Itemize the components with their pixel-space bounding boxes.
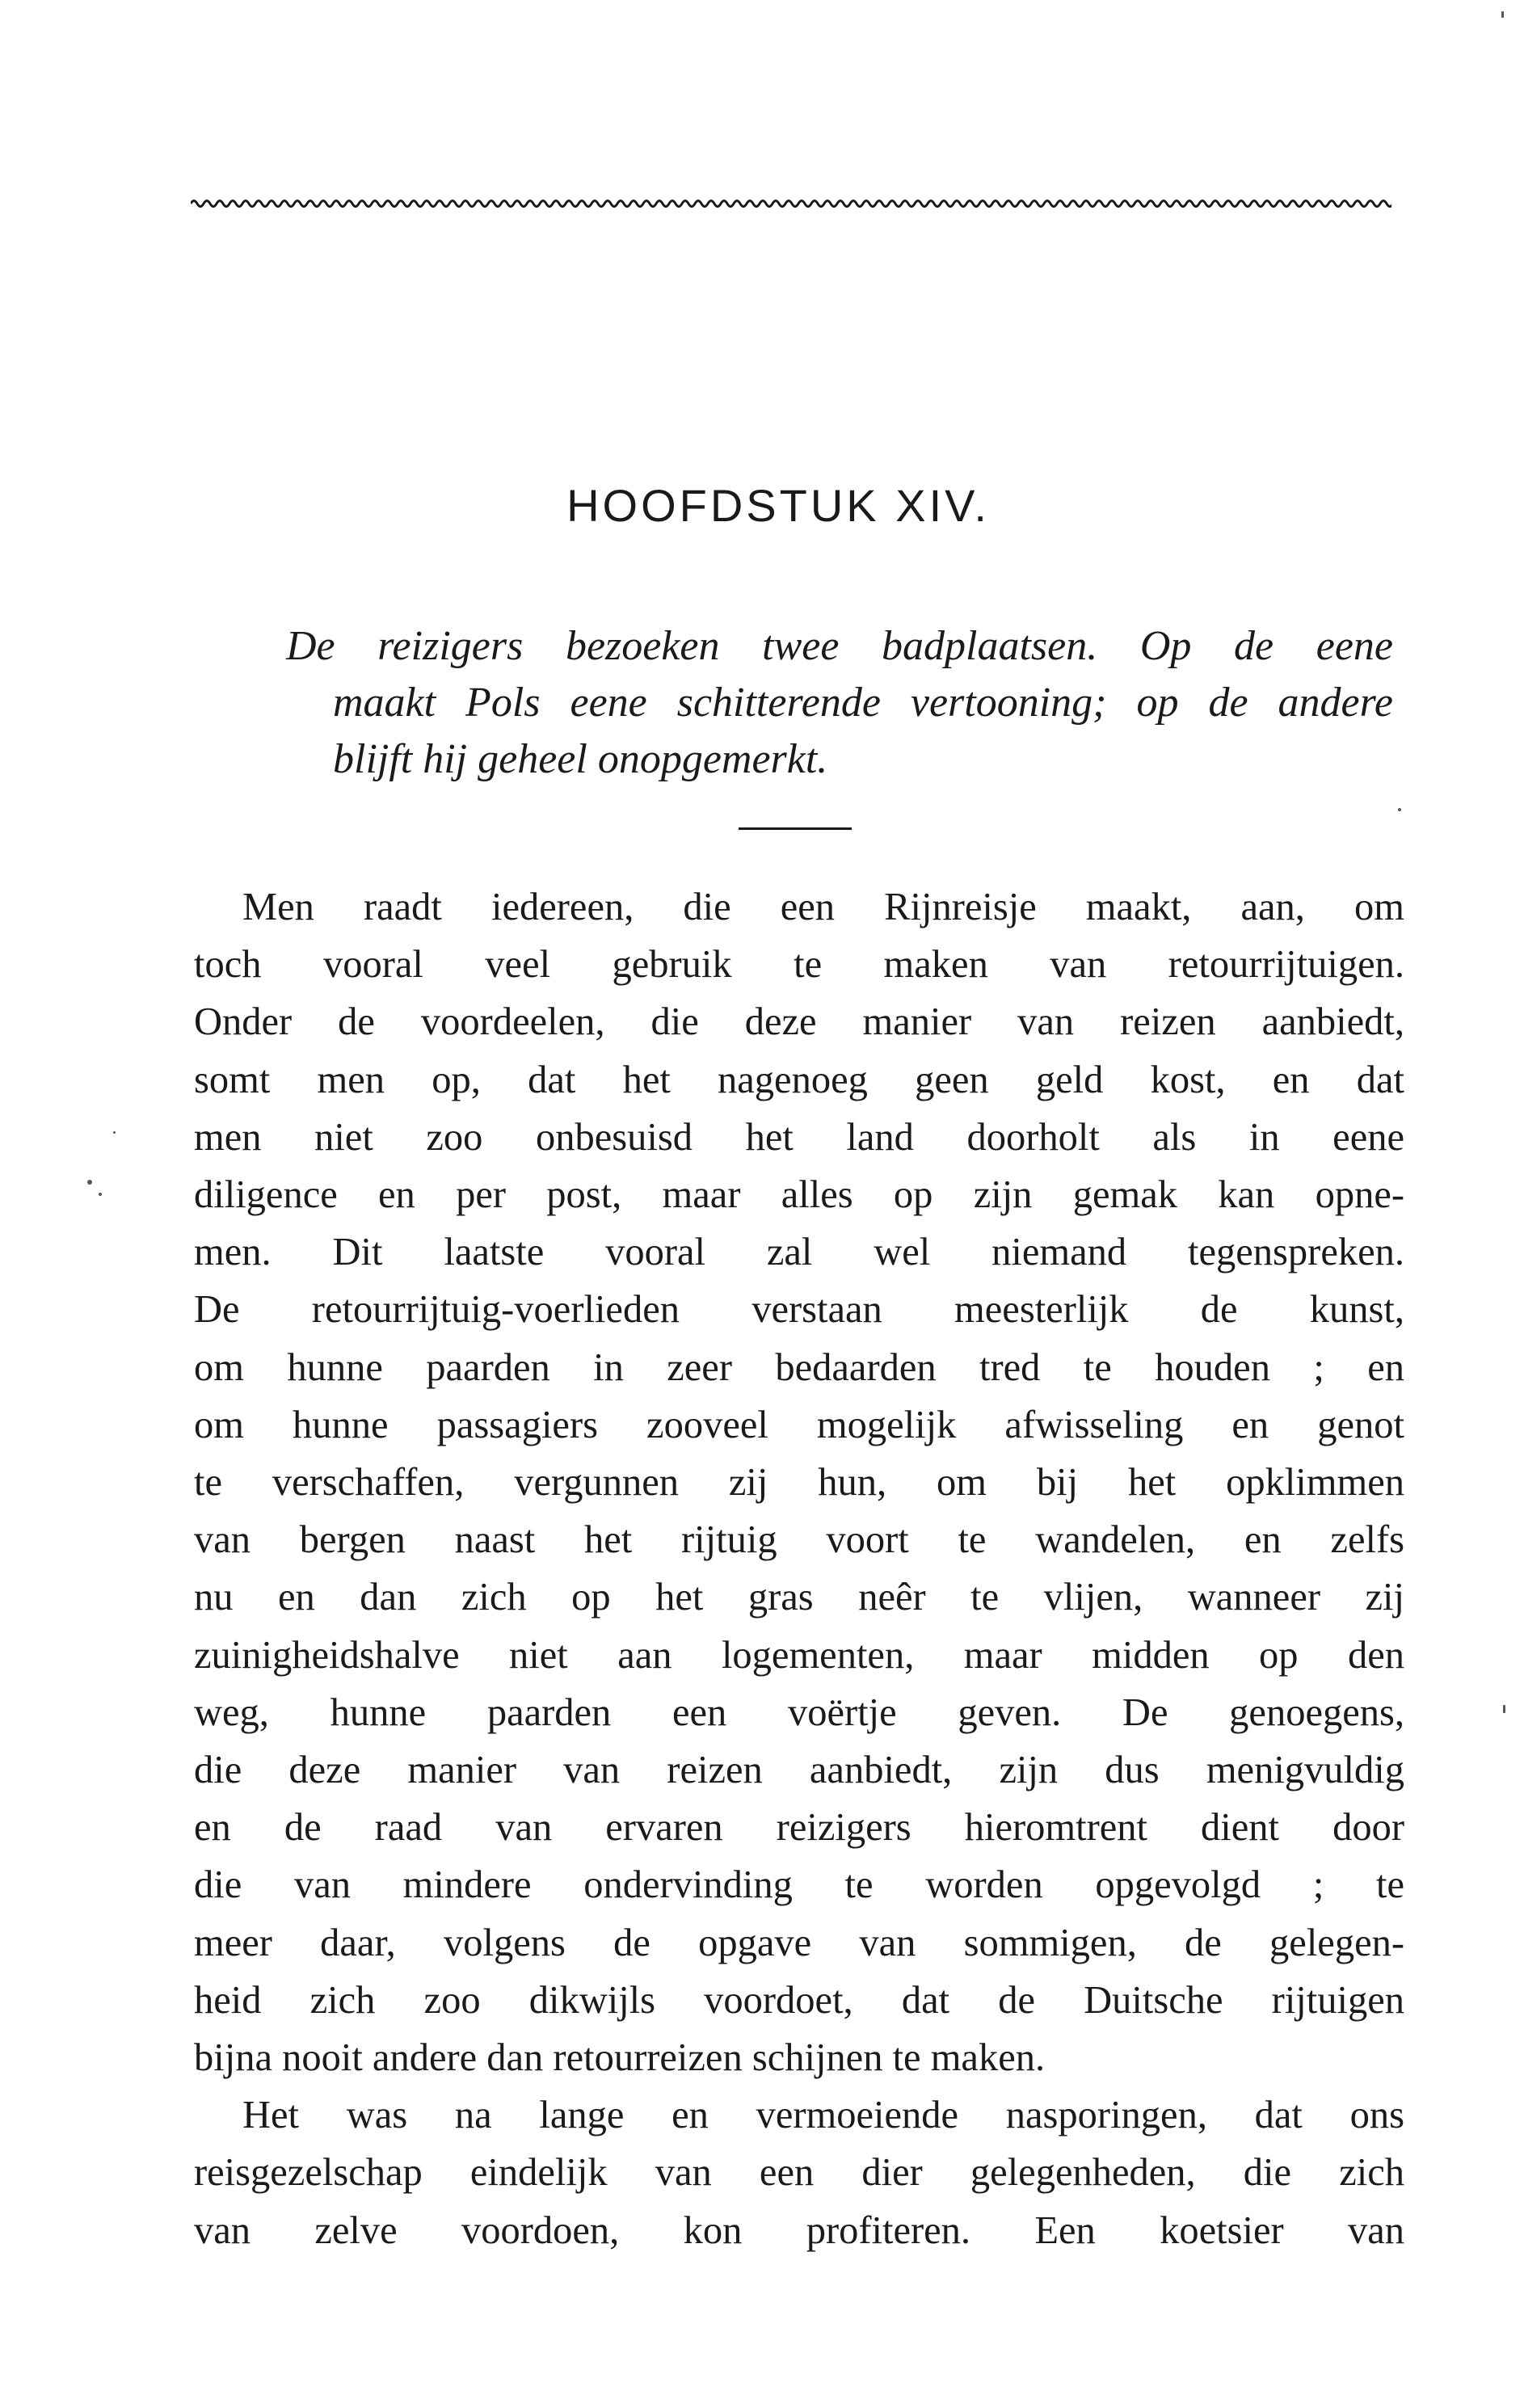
- text-line: Het was na lange en vermoeiende nasporingen, dat ons: [242, 2094, 1404, 2137]
- text-line: reisgezelschap eindelijk van een dier gelegenheden, die zich: [194, 2151, 1404, 2195]
- text-line: weg, hunne paarden een voërtje geven. De genoegens,: [194, 1690, 1404, 1734]
- chapter-heading: HOOFDSTUK XIV.: [566, 480, 990, 531]
- section-divider: [739, 827, 852, 830]
- text-line: heid zich zoo dikwijls voordoet, dat de Duitsche rijtuigen: [194, 1978, 1404, 2022]
- summary-line: blijft hij geheel onopgemerkt.: [333, 736, 828, 782]
- text-line: om hunne paarden in zeer bedaarden tred te houden ; en: [194, 1345, 1404, 1389]
- text-line: van zelve voordoen, kon profiteren. Een koetsier van: [194, 2208, 1404, 2252]
- text-line: nu en dan zich op het gras neêr te vlijen, wanneer zij: [194, 1576, 1404, 1619]
- text-line: men. Dit laatste vooral zal wel niemand tegenspreken.: [194, 1231, 1404, 1274]
- text-line: van bergen naast het rijtuig voort te wandelen, en zelfs: [194, 1518, 1404, 1562]
- text-line: die van mindere ondervinding te worden opgevolgd ; te: [194, 1863, 1404, 1907]
- text-line: somt men op, dat het nagenoeg geen geld kost, en dat: [194, 1058, 1404, 1101]
- text-line: toch vooral veel gebruik te maken van retourrijtuigen.: [194, 943, 1404, 987]
- text-line: men niet zoo onbesuisd het land doorholt als in eene: [194, 1115, 1404, 1159]
- chapter-summary: [286, 618, 1393, 788]
- print-speck: [1398, 808, 1401, 811]
- text-line: meer daar, volgens de opgave van sommigen, de gelegen-: [194, 1921, 1404, 1964]
- text-line: De retourrijtuig-voerlieden verstaan meesterlijk de kunst,: [194, 1288, 1404, 1332]
- text-line: diligence en per post, maar alles op zijn gemak kan opne-: [194, 1173, 1404, 1217]
- print-speck: [87, 1180, 92, 1185]
- text-line: zuinigheidshalve niet aan logementen, maar midden op den: [194, 1633, 1404, 1677]
- print-speck: [113, 1131, 116, 1134]
- text-line: om hunne passagiers zooveel mogelijk afwisseling en genot: [194, 1403, 1404, 1446]
- print-speck: [1501, 11, 1504, 18]
- text-line: bijna nooit andere dan retourreizen schijnen te maken.: [194, 2036, 1046, 2080]
- body-text: [194, 878, 1404, 2259]
- print-speck: [1503, 1705, 1505, 1713]
- summary-line: De reizigers bezoeken twee badplaatsen. Op de eene: [286, 623, 1393, 669]
- text-line: en de raad van ervaren reizigers hieromtrent dient door: [194, 1806, 1404, 1850]
- text-line: die deze manier van reizen aanbiedt, zijn dus menigvuldig: [194, 1749, 1404, 1792]
- summary-line: maakt Pols eene schitterende vertooning; op de andere: [333, 680, 1393, 726]
- text-line: Onder de voordeelen, die deze manier van reizen aanbiedt,: [194, 1000, 1404, 1044]
- print-speck: [99, 1193, 102, 1196]
- text-line: te verschaffen, vergunnen zij hun, om bij het opklimmen: [194, 1461, 1404, 1505]
- text-line: Men raadt iedereen, die een Rijnreisje maakt, aan, om: [242, 886, 1404, 928]
- wavy-rule-ornament: [191, 187, 1391, 217]
